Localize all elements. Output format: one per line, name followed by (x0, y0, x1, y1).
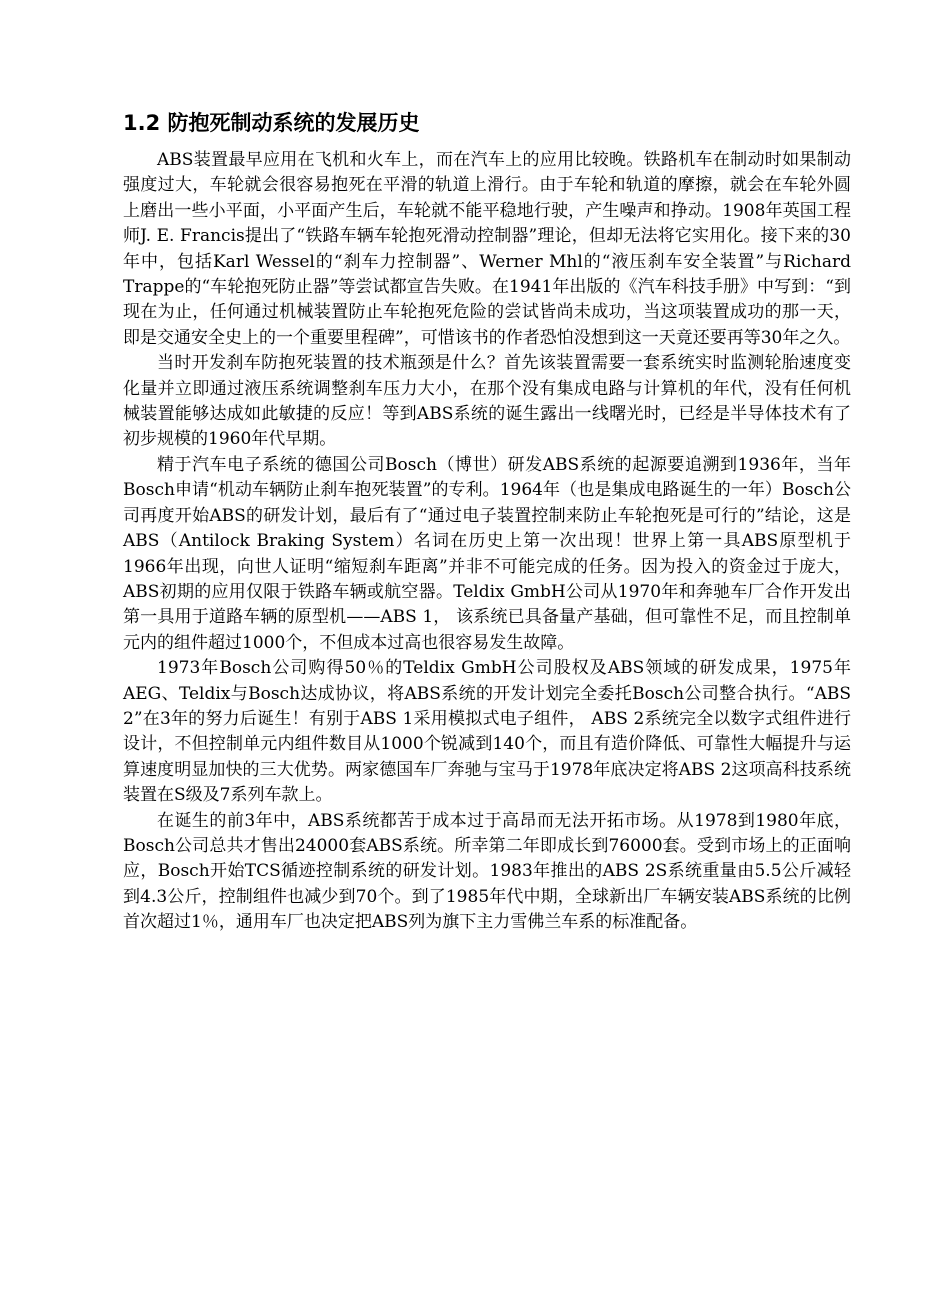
paragraph-origins: ABS装置最早应用在飞机和火车上，而在汽车上的应用比较晚。铁路机车在制动时如果制动强度过大，车轮就会很容易抱死在平滑的轨道上滑行。由于车轮和轨道的摩擦，就会在车轮外圆上磨出一些小平面，小平面产生后，车轮就不能平稳地行驶，产生噪声和挣动。1908年英国工程师J. E. Francis提出了“铁路车辆车轮抱死滑动控制器”理论，但却无法将它实用化。接下来的30年中，包括Karl Wessel的“刹车力控制器”、Werner Mhl的“液压刹车安全装置”与Richard Trappe的“车轮抱死防止器”等尝试都宣告失败。在1941年出版的《汽车科技手册》中写到：“到现在为止，任何通过机械装置防止车轮抱死危险的尝试皆尚未成功，当这项装置成功的那一天，即是交通安全史上的一个重要里程碑”，可惜该书的作者恐怕没想到这一天竟还要再等30年之久。 (123, 150, 851, 348)
body-text (123, 148, 851, 936)
section-heading: 1.2 防抱死制动系统的发展历史 (123, 111, 420, 135)
paragraph-market-growth: 在诞生的前3年中，ABS系统都苦于成本过于高昂而无法开拓市场。从1978到1980年底，Bosch公司总共才售出24000套ABS系统。所幸第二年即成长到76000套。受到市场上的正面响应，Bosch开始TCS循迹控制系统的研发计划。1983年推出的ABS 2S系统重量由5.5公斤减轻到4.3公斤，控制组件也减少到70个。到了1985年代中期，全球新出厂车辆安装ABS系统的比例首次超过1％，通用车厂也决定把ABS列为旗下主力雪佛兰车系的标准配备。 (123, 810, 851, 933)
paragraph-abs2-development: 1973年Bosch公司购得50％的Teldix GmbH公司股权及ABS领域的研发成果，1975年AEG、Teldix与Bosch达成协议，将ABS系统的开发计划完全委托Bosch公司整合执行。“ABS 2”在3年的努力后诞生！有别于ABS 1采用模拟式电子组件， ABS 2系统完全以数字式组件进行设计，不但控制单元内组件数目从1000个锐减到140个，而且有造价降低、可靠性大幅提升与运算速度明显加快的三大优势。两家德国车厂奔驰与宝马于1978年底决定将ABS 2这项高科技系统装置在S级及7系列车款上。 (123, 658, 851, 806)
paragraph-bosch-research: 精于汽车电子系统的德国公司Bosch（博世）研发ABS系统的起源要追溯到1936年，当年Bosch申请“机动车辆防止刹车抱死装置”的专利。1964年（也是集成电路诞生的一年）Bosch公司再度开始ABS的研发计划，最后有了“通过电子装置控制来防止车轮抱死是可行的”结论，这是ABS（Antilock Braking System）名词在历史上第一次出现！世界上第一具ABS原型机于1966年出现，向世人证明“缩短刹车距离”并非不可能完成的任务。因为投入的资金过于庞大，ABS初期的应用仅限于铁路车辆或航空器。Teldix GmbH公司从1970年和奔驰车厂合作开发出第一具用于道路车辆的原型机——ABS 1， 该系统已具备量产基础，但可靠性不足，而且控制单元内的组件超过1000个，不但成本过高也很容易发生故障。 (123, 454, 851, 653)
paragraph-technical-bottleneck: 当时开发刹车防抱死装置的技术瓶颈是什么？首先该装置需要一套系统实时监测轮胎速度变化量并立即通过液压系统调整刹车压力大小，在那个没有集成电路与计算机的年代，没有任何机械装置能够达成如此敏捷的反应！等到ABS系统的诞生露出一线曙光时，已经是半导体技术有了初步规模的1960年代早期。 (123, 353, 851, 450)
